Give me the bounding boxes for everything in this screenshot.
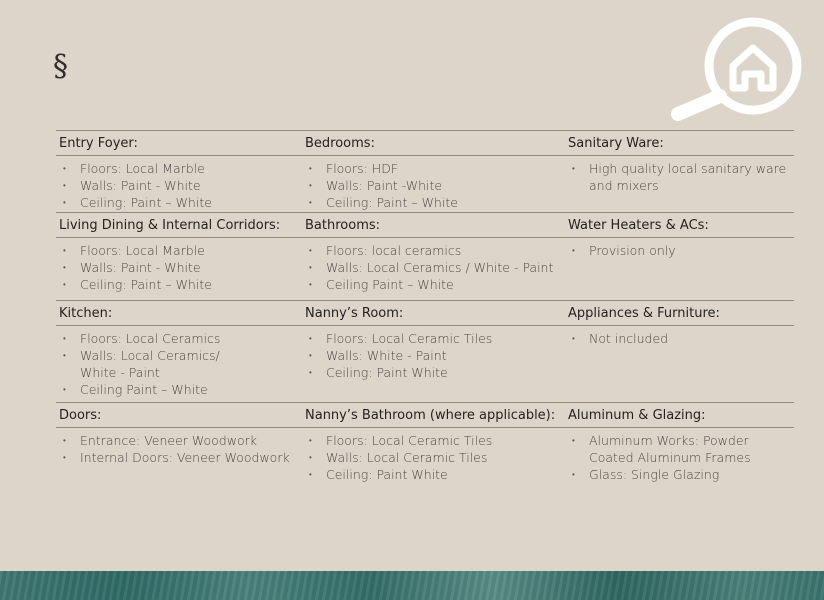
spec-item: • High quality local sanitary ware and mixers	[568, 160, 794, 194]
spec-row-items	[56, 428, 794, 494]
brand-logo: §	[53, 49, 68, 84]
spec-item: • Ceiling: Paint – White	[305, 194, 565, 211]
spec-item: • Floors: Local Ceramic Tiles	[305, 330, 565, 347]
spec-item: • Internal Doors: Veneer Woodwork	[59, 449, 302, 466]
spec-item: • Walls: Paint -White	[305, 177, 565, 194]
spec-item: • Provision only	[568, 242, 794, 259]
spec-item: • Floors: Local Ceramic Tiles	[305, 432, 565, 449]
spec-item: • Ceiling Paint – White	[59, 381, 242, 398]
spec-row-headers	[56, 212, 794, 238]
spec-row-headers	[56, 130, 794, 156]
section-title: Entry Foyer:	[59, 135, 138, 151]
section-title: Doors:	[59, 407, 102, 423]
spec-list	[565, 160, 794, 210]
spec-row	[56, 130, 794, 212]
spec-item: • Walls: Local Ceramic Tiles	[305, 449, 565, 466]
spec-row-headers	[56, 300, 794, 326]
section-title: Appliances & Furniture:	[568, 305, 720, 321]
section-title: Bathrooms:	[305, 217, 381, 233]
spec-item: • Entrance: Veneer Woodwork	[59, 432, 302, 449]
spec-item: • Ceiling Paint – White	[305, 276, 565, 293]
spec-item: • Walls: White - Paint	[305, 347, 565, 364]
spec-item: • Walls: Paint - White	[59, 259, 302, 276]
spec-item: • Ceiling: Paint White	[305, 466, 565, 483]
footer-texture-band	[0, 571, 824, 600]
spec-item: • Floors: Local Marble	[59, 160, 302, 177]
spec-list	[56, 330, 302, 400]
section-title: Kitchen:	[59, 305, 113, 321]
spec-list	[56, 160, 302, 210]
spec-list	[302, 330, 565, 400]
spec-item: • Not included	[568, 330, 794, 347]
section-title: Water Heaters & ACs:	[568, 217, 709, 233]
specs-table	[56, 130, 794, 494]
spec-item: • Walls: Local Ceramics/ White - Paint	[59, 347, 242, 381]
spec-list	[302, 242, 565, 298]
spec-item: • Floors: Local Ceramics	[59, 330, 242, 347]
spec-row-items	[56, 238, 794, 300]
spec-item: • Floors: Local Marble	[59, 242, 302, 259]
spec-row-items	[56, 156, 794, 212]
spec-list	[56, 242, 302, 298]
spec-list	[565, 432, 794, 492]
spec-item: • Ceiling: Paint White	[305, 364, 565, 381]
spec-item: • Glass: Single Glazing	[568, 466, 794, 483]
spec-list	[302, 160, 565, 210]
section-title: Nanny’s Room:	[305, 305, 404, 321]
magnifier-house-icon	[670, 10, 810, 122]
section-title: Sanitary Ware:	[568, 135, 664, 151]
spec-item: • Walls: Paint - White	[59, 177, 302, 194]
spec-item: • Floors: HDF	[305, 160, 565, 177]
section-title: Nanny’s Bathroom (where applicable):	[305, 407, 556, 423]
spec-list	[565, 330, 794, 400]
spec-item: • Floors: local ceramics	[305, 242, 565, 259]
spec-item: • Ceiling: Paint – White	[59, 194, 302, 211]
spec-row-headers	[56, 402, 794, 428]
spec-list	[302, 432, 565, 492]
spec-row	[56, 212, 794, 300]
spec-item: • Aluminum Works: Powder Coated Aluminum Frames	[568, 432, 794, 466]
spec-item: • Ceiling: Paint – White	[59, 276, 302, 293]
spec-item: • Walls: Local Ceramics / White - Paint	[305, 259, 565, 276]
section-title: Aluminum & Glazing:	[568, 407, 706, 423]
spec-row-items	[56, 326, 794, 402]
section-title: Bedrooms:	[305, 135, 375, 151]
spec-list	[56, 432, 302, 492]
spec-list	[565, 242, 794, 298]
section-title: Living Dining & Internal Corridors:	[59, 217, 281, 233]
spec-row	[56, 402, 794, 494]
spec-row	[56, 300, 794, 402]
